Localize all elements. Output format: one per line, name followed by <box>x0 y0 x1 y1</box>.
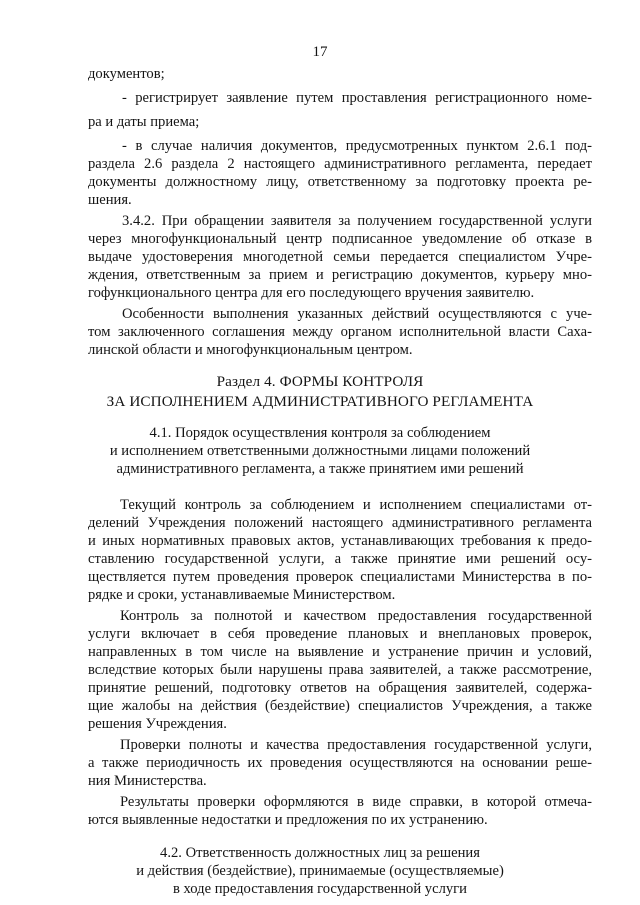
text-line: раздела 2.6 раздела 2 настоящего административного регламента, передает <box>88 156 592 172</box>
text-line: принятие решений, подготовку ответов на обращения заявителей, содержа- <box>88 680 592 696</box>
text-line: ра и даты приема; <box>88 114 200 130</box>
text-line: - регистрирует заявление путем проставления регистрационного номе- <box>122 90 592 106</box>
text-line: услуги включает в себя проведение плановых и внеплановых проверок, <box>88 626 592 642</box>
text-line: документов; <box>88 66 165 82</box>
text-line: ждения, ответственным за прием и регистрацию документов, курьеру мно- <box>88 267 592 283</box>
text-line: выдаче удостоверения многодетной семьи передается специалистом Учре- <box>88 249 592 265</box>
section-title: ЗА ИСПОЛНЕНИЕМ АДМИНИСТРАТИВНОГО РЕГЛАМЕНТА <box>106 393 534 410</box>
subsection-title: административного регламента, а также принятием ими решений <box>116 461 524 477</box>
subsection-title: и исполнением ответственными должностными лицами положений <box>109 443 531 459</box>
section-title: Раздел 4. ФОРМЫ КОНТРОЛЯ <box>216 373 424 390</box>
text-line: ставлению государственной услуги, а также принятие ими решений осу- <box>88 551 592 567</box>
subsection-title: и действия (бездействие), принимаемые (осуществляемые) <box>136 863 504 879</box>
text-line: Контроль за полнотой и качеством предоставления государственной <box>120 608 592 624</box>
text-line: ния Министерства. <box>88 773 207 789</box>
text-line: ются выявленные недостатки и предложения по их устранению. <box>88 812 488 828</box>
text-line: ществляется путем проведения проверок специалистами Министерства в по- <box>88 569 592 585</box>
text-line: а также периодичность их проведения осуществляются на основании реше- <box>88 755 592 771</box>
text-line: 3.4.2. При обращении заявителя за получением государственной услуги <box>122 213 592 229</box>
text-line: Текущий контроль за соблюдением и исполнением специалистами от- <box>120 497 592 513</box>
text-line: Проверки полноты и качества предоставления государственной услуги, <box>120 737 592 753</box>
text-line: и иных нормативных правовых актов, устанавливающих требования к предо- <box>88 533 592 549</box>
subsection-title: 4.2. Ответственность должностных лиц за решения <box>160 845 480 861</box>
text-line: гофункционального центра для его последующего вручения заявителю. <box>88 285 535 301</box>
text-line: решения Учреждения. <box>88 716 227 732</box>
text-line: линской области и многофункциональным центром. <box>88 342 413 358</box>
text-line: - в случае наличия документов, предусмотренных пунктом 2.6.1 под- <box>122 138 592 154</box>
text-line: документы должностному лицу, ответственному за подготовку проекта ре- <box>88 174 592 190</box>
subsection-title: 4.1. Порядок осуществления контроля за соблюдением <box>149 425 491 441</box>
text-line: Результаты проверки оформляются в виде справки, в которой отмеча- <box>120 794 592 810</box>
subsection-title: в ходе предоставления государственной услуги <box>173 881 467 897</box>
text-line: рядке и сроки, устанавливаемые Министерством. <box>88 587 396 603</box>
text-line: Особенности выполнения указанных действий осуществляются с уче- <box>122 306 592 322</box>
text-line: вследствие которых были нарушены права заявителей, а также рассмотрение, <box>88 662 592 678</box>
page-number: 17 <box>312 44 328 60</box>
text-line: шения. <box>88 192 132 208</box>
text-line: щие жалобы на действия (бездействие) специалистов Учреждения, а также <box>88 698 592 714</box>
text-line: том заключенного соглашения между органом исполнительной власти Саха- <box>88 324 592 340</box>
text-line: направленных в том числе на выявление и устранение причин и условий, <box>88 644 592 660</box>
text-line: делений Учреждения положений настоящего административного регламента <box>88 515 592 531</box>
text-line: через многофункциональный центр подписанное уведомление об отказе в <box>88 231 592 247</box>
